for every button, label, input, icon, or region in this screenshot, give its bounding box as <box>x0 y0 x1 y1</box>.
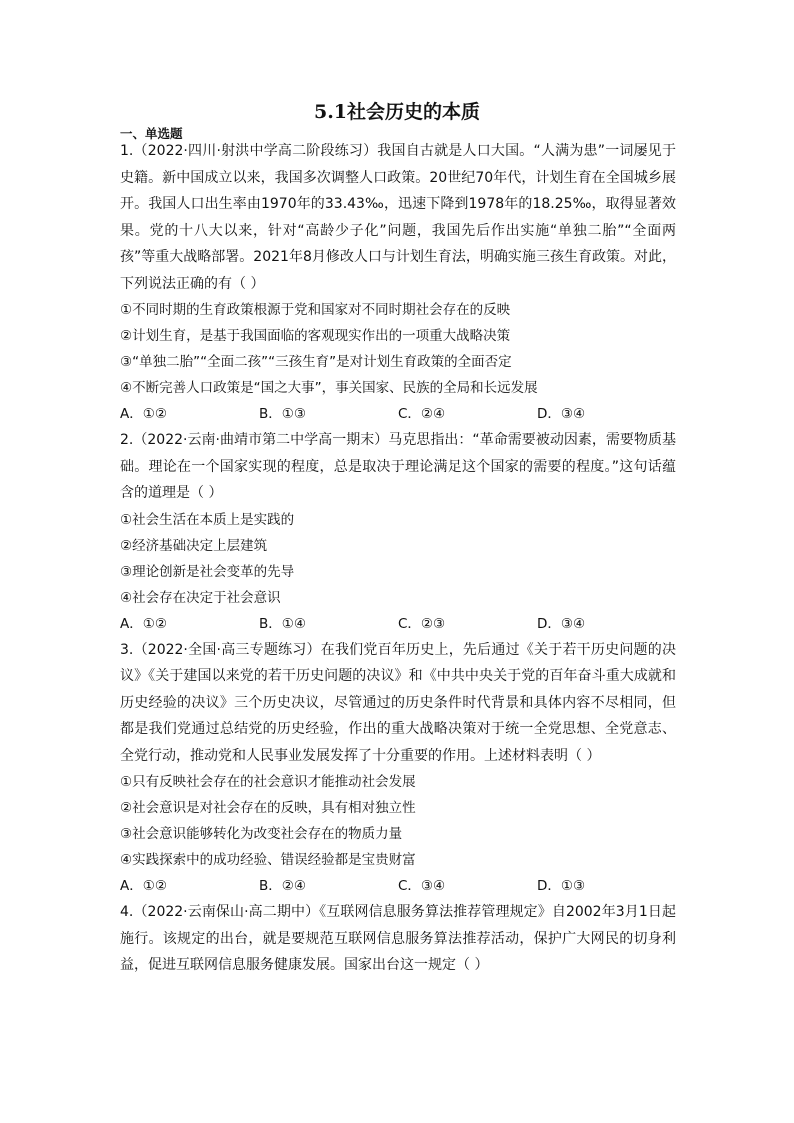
choice-c: C．③④ <box>398 878 446 894</box>
statement-option: ②社会意识是对社会存在的反映，具有相对独立性 <box>120 800 416 816</box>
question-1 <box>120 138 676 427</box>
choice-b: B．②④ <box>259 878 306 894</box>
statement-option: ③“单独二胎”“全面二孩”“三孩生育”是对计划生育政策的全面否定 <box>120 354 512 370</box>
statement-option: ②计划生育，是基于我国面临的客观现实作出的一项重大战略决策 <box>120 328 511 344</box>
question-stem: 1.（2022·四川·射洪中学高二阶段练习）我国自古就是人口大国。“人满为患”一词屡见于史籍。新中国成立以来，我国多次调整人口政策。20世纪70年代，计划生育在全国城乡展开。我国人口出生率由1970年的33.43‰，迅速下降到1978年的18.25‰，取得显著效果。党的十八大以来，针对“高龄少子化”问题，我国先后作出实施“单独二胎”“全面两孩”等重大战略部署。2021年8月修改人口与计划生育法，明确实施三孩生育政策。对此，下列说法正确的有（ ） <box>120 143 676 292</box>
statement-option: ③理论创新是社会变革的先导 <box>120 563 295 580</box>
choice-a: A．①② <box>120 878 167 894</box>
statement-option: ①只有反映社会存在的社会意识才能推动社会发展 <box>120 774 416 790</box>
section-heading: 一、单选题 <box>120 126 183 141</box>
choice-a: A．①② <box>120 615 167 632</box>
statement-option: ④社会存在决定于社会意识 <box>120 589 281 606</box>
choice-c: C．②③ <box>398 615 446 632</box>
question-4 <box>120 899 676 979</box>
choice-d: D．③④ <box>537 406 586 422</box>
statement-option: ④实践探索中的成功经验、错误经验都是宝贵财富 <box>120 852 416 868</box>
question-3 <box>120 637 676 900</box>
choice-d: D．③④ <box>537 615 586 632</box>
choice-b: B．①④ <box>259 615 306 632</box>
choice-b: B．①③ <box>259 406 306 422</box>
question-stem: 3.（2022·全国·高三专题练习）在我们党百年历史上，先后通过《关于若干历史问题的决议》《关于建国以来党的若干历史问题的决议》和《中共中央关于党的百年奋斗重大成就和历史经验的决议》三个历史决议，尽管通过的历史条件时代背景和具体内容不尽相同，但都是我们党通过总结党的历史经验，作出的重大战略决策对于统一全党思想、全党意志、全党行动，推动党和人民事业发展发挥了十分重要的作用。上述材料表明（ ） <box>120 641 676 764</box>
answer-choices <box>120 873 676 899</box>
statement-option: ③社会意识能够转化为改变社会存在的物质力量 <box>120 826 403 842</box>
statement-option: ②经济基础决定上层建筑 <box>120 537 268 554</box>
answer-choices <box>120 611 676 637</box>
statement-option: ①社会生活在本质上是实践的 <box>120 511 295 528</box>
question-stem: 4.（2022·云南保山·高二期中）《互联网信息服务算法推荐管理规定》自2002年3月1日起施行。该规定的出台，就是要规范互联网信息服务算法推荐活动，保护广大网民的切身利益，促进互联网信息服务健康发展。国家出台这一规定（ ） <box>120 904 676 973</box>
choice-a: A．①② <box>120 406 167 422</box>
question-list <box>120 138 676 979</box>
choice-d: D．①③ <box>537 878 586 894</box>
choice-c: C．②④ <box>398 406 446 422</box>
question-stem: 2.（2022·云南·曲靖市第二中学高一期末）马克思指出：“革命需要被动因素，需要物质基础。理论在一个国家实现的程度，总是取决于理论满足这个国家的需要的程度。”这句话蕴含的道理是（ ） <box>120 432 676 501</box>
question-2 <box>120 427 676 637</box>
page-title: 5.1社会历史的本质 <box>313 101 481 123</box>
statement-option: ①不同时期的生育政策根源于党和国家对不同时期社会存在的反映 <box>120 302 511 318</box>
answer-choices <box>120 401 676 427</box>
statement-option: ④不断完善人口政策是“国之大事”，事关国家、民族的全局和长远发展 <box>120 380 538 396</box>
